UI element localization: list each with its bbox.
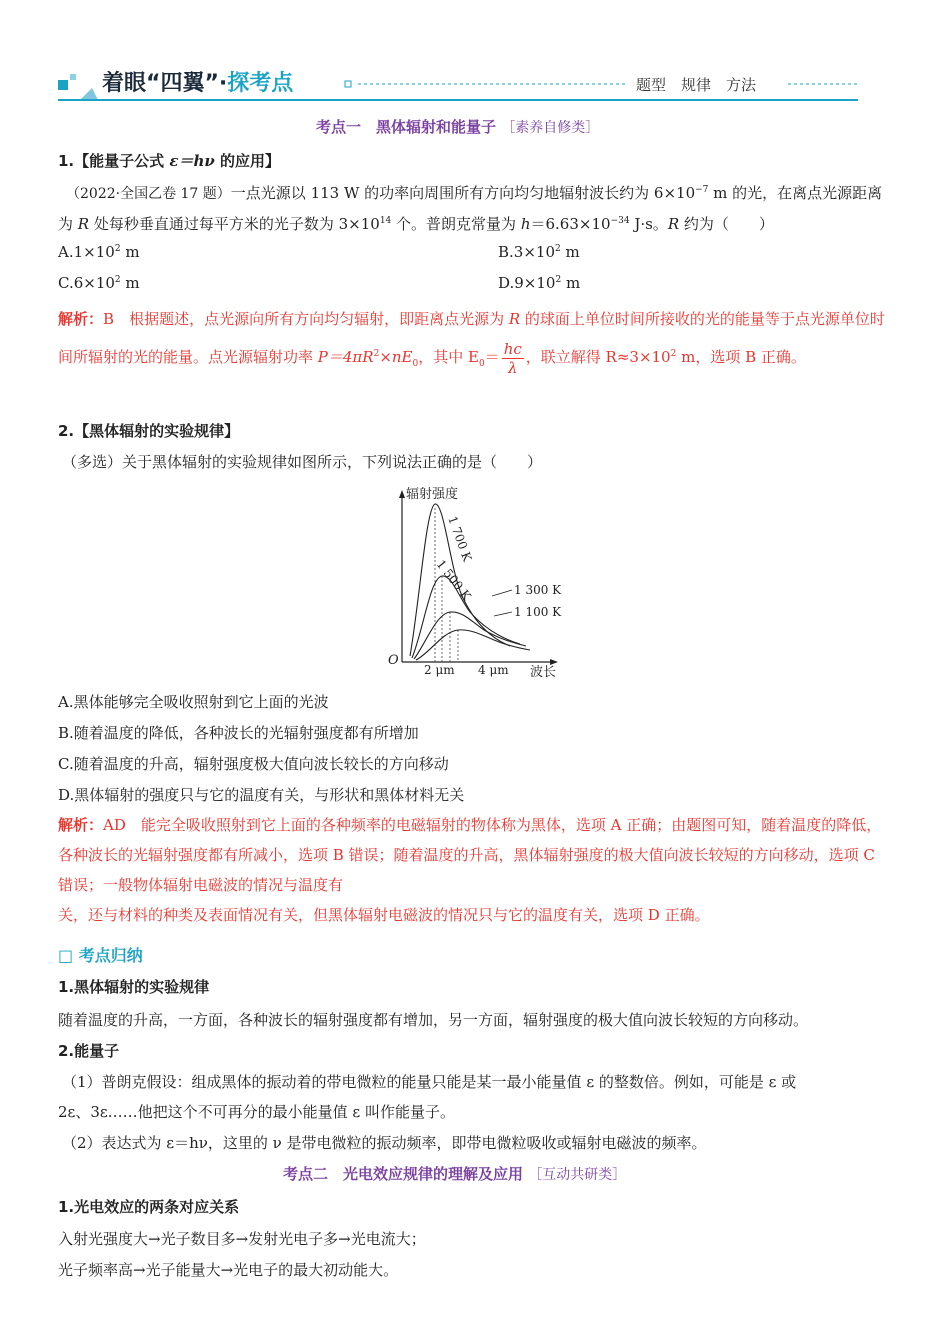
q1-heading-prefix: 1.【能量子公式 bbox=[58, 152, 170, 170]
summary-s1-title: 1.黑体辐射的实验规律 bbox=[58, 978, 210, 996]
q1-stem-r1: R bbox=[77, 215, 90, 233]
fraction-numerator: hc bbox=[503, 339, 522, 358]
section2-tag: ［互动共研类］ bbox=[528, 1167, 627, 1183]
q1-stem-e-sup: −34 bbox=[610, 216, 630, 226]
section2-title bbox=[283, 1163, 626, 1184]
summary-title: □ 考点归纳 bbox=[58, 946, 143, 965]
section1-title-text: 考点一 黑体辐射和能量子 bbox=[316, 118, 497, 136]
q1-option-b bbox=[498, 243, 580, 261]
q1-analysis-r: R bbox=[508, 310, 521, 328]
q1-heading-suffix: 的应用】 bbox=[214, 152, 281, 170]
origin-label: O bbox=[388, 653, 399, 668]
q1-analysis-label: 解析： bbox=[58, 310, 104, 328]
q1-option-a-sup: 2 bbox=[114, 244, 121, 254]
q1-stem-g: 约为（ ） bbox=[679, 215, 774, 233]
q1-stem-c: 处每秒垂直通过每平方米的光子数为 3×10 bbox=[89, 215, 380, 233]
q2-option-b: B.随着温度的降低，各种波长的光辐射强度都有所增加 bbox=[58, 724, 419, 742]
q1-analysis-answer: B bbox=[103, 310, 115, 328]
q1-option-d-unit: m bbox=[561, 274, 581, 292]
q1-stem-h: h bbox=[520, 215, 531, 233]
q2-option-d: D.黑体辐射的强度只与它的温度有关，与形状和黑体材料无关 bbox=[58, 786, 465, 804]
tick-4um: 4 μm bbox=[478, 663, 509, 677]
summary-s2-title: 2.能量子 bbox=[58, 1042, 120, 1060]
q1-analysis-3b: ＝ bbox=[484, 348, 500, 366]
curve-1300k bbox=[414, 612, 526, 659]
q1-analysis-3-sub: 0 bbox=[478, 359, 485, 369]
radiation-curves bbox=[410, 504, 530, 660]
summary-s2-p2: （2）表达式为 ε＝hν，这里的 ν 是带电微粒的振动频率，即带电微粒吸收或辐射电磁波的频率。 bbox=[62, 1134, 707, 1152]
q1-stem-a: 一点光源以 113 W 的功率向周围所有方向均匀地辐射波长约为 6×10 bbox=[230, 184, 696, 202]
q1-option-b-sup: 2 bbox=[555, 244, 561, 254]
q1-option-d bbox=[498, 274, 580, 292]
q2-analysis-label: 解析： bbox=[58, 816, 104, 834]
q1-analysis-5: m，选项 B 正确。 bbox=[676, 348, 806, 366]
x-axis-label: 波长 bbox=[530, 665, 557, 680]
section2-title-text: 考点二 光电效应规律的理解及应用 bbox=[283, 1165, 524, 1183]
header-title-main: 着眼“四翼”· bbox=[102, 71, 228, 96]
q1-analysis bbox=[58, 300, 892, 377]
part2-line2: 光子频率高→光子能量大→光电子的最大初动能大。 bbox=[58, 1261, 399, 1279]
curve-label-leaders bbox=[492, 590, 512, 616]
q1-stem-a-sup: −7 bbox=[695, 185, 709, 195]
q2-analysis-2: 关，还与材料的种类及表面情况有关，但黑体辐射电磁波的情况只与它的温度有关，选项 D 正确。 bbox=[58, 906, 710, 924]
q1-analysis-p2: ×nE bbox=[379, 348, 413, 366]
header-title bbox=[102, 66, 293, 97]
q1-option-b-unit: m bbox=[560, 243, 580, 261]
header-tags: 题型 规律 方法 bbox=[636, 76, 757, 94]
q1-heading-formula: ε＝hν bbox=[169, 152, 215, 170]
curve-1100k bbox=[416, 630, 530, 660]
q1-analysis-p-sup: 2 bbox=[373, 349, 380, 359]
q2-option-c: C.随着温度的升高，辐射强度极大值向波长较长的方向移动 bbox=[58, 755, 449, 773]
q2-stem: （多选）关于黑体辐射的实验规律如图所示，下列说法正确的是（ ） bbox=[62, 453, 543, 471]
summary-s1-text: 随着温度的升高，一方面，各种波长的辐射强度都有增加，另一方面，辐射强度的极大值向波长较短的方向移动。 bbox=[58, 1011, 809, 1029]
fraction-hc-over-lambda bbox=[502, 340, 524, 377]
fraction-denominator: λ bbox=[507, 358, 518, 377]
q1-analysis-2: 的球面上单位时间所接收的光的能量等于点光源单位时间所辐射的光的能量。点光源辐射功率 bbox=[58, 310, 885, 366]
summary-s2-p1b: 2ε、3ε……他把这个不可再分的最小能量值 ε 叫作能量子。 bbox=[58, 1103, 455, 1121]
q2-heading: 2.【黑体辐射的实验规律】 bbox=[58, 422, 240, 440]
section1-title bbox=[316, 116, 599, 137]
curve-label-1700k: 1 700 K bbox=[445, 514, 475, 564]
q1-stem-c-sup: 14 bbox=[379, 216, 392, 226]
q1-option-c-unit: m bbox=[120, 274, 140, 292]
q1-option-d-text: D.9×10 bbox=[498, 274, 556, 292]
part2-title: 1.光电效应的两条对应关系 bbox=[58, 1198, 240, 1216]
q1-option-a-unit: m bbox=[120, 243, 140, 261]
q1-option-c-text: C.6×10 bbox=[58, 274, 115, 292]
section1-tag: ［素养自修类］ bbox=[501, 120, 600, 136]
q1-analysis-p-sub: 0 bbox=[412, 359, 419, 369]
curve-label-1100k: 1 100 K bbox=[514, 605, 562, 619]
q1-option-d-sup: 2 bbox=[555, 275, 562, 285]
q2-analysis-answer: AD bbox=[103, 816, 126, 834]
q1-stem-f: J·s。 bbox=[629, 215, 668, 233]
q2-option-a: A.黑体能够完全吸收照射到它上面的光波 bbox=[58, 693, 329, 711]
blackbody-radiation-figure bbox=[380, 478, 580, 684]
q1-stem-e: ＝6.63×10 bbox=[530, 215, 611, 233]
q1-stem bbox=[58, 178, 892, 239]
tick-2um: 2 μm bbox=[424, 663, 455, 677]
q1-source: （2022·全国乙卷 17 题） bbox=[66, 186, 231, 202]
figure-axes bbox=[399, 490, 558, 665]
q1-option-c-sup: 2 bbox=[114, 275, 121, 285]
q1-option-a-text: A.1×10 bbox=[58, 243, 115, 261]
header-title-accent: 探考点 bbox=[227, 71, 294, 96]
q1-option-a bbox=[58, 243, 140, 261]
q1-analysis-3: ，其中 E bbox=[418, 348, 479, 366]
q1-stem-r2: R bbox=[667, 215, 680, 233]
curve-label-1500k: 1 500 K bbox=[433, 557, 474, 603]
q1-analysis-1: 根据题述，点光源向所有方向均匀辐射，即距离点光源为 bbox=[129, 310, 509, 328]
q2-analysis bbox=[58, 810, 892, 930]
q1-analysis-p: P＝4πR bbox=[317, 348, 374, 366]
q1-option-c bbox=[58, 274, 140, 292]
curve-label-1300k: 1 300 K bbox=[514, 583, 562, 597]
q1-stem-b: m 的光，在离点光源距离为 bbox=[58, 184, 883, 233]
part2-line1: 入射光强度大→光子数目多→发射光电子多→光电流大； bbox=[58, 1230, 426, 1248]
y-axis-label: 辐射强度 bbox=[406, 487, 459, 502]
q1-analysis-4-sup: 2 bbox=[670, 349, 677, 359]
q1-stem-d: 个。普朗克常量为 bbox=[391, 215, 521, 233]
q1-analysis-4: ，联立解得 R≈3×10 bbox=[525, 348, 671, 366]
summary-s2-p1a: （1）普朗克假设：组成黑体的振动着的带电微粒的能量只能是某一最小能量值 ε 的整数倍。例如，可能是 ε 或 bbox=[62, 1073, 797, 1091]
q1-option-b-text: B.3×10 bbox=[498, 243, 555, 261]
q2-analysis-1: 能完全吸收照射到它上面的各种频率的电磁辐射的物体称为黑体，选项 A 正确；由题图可知，随着温度的降低，各种波长的光辐射强度都有所减小，选项 B 错误；随着温度的升高，黑体辐射强度的极大值向波长较短的方向移动，选项 C 错误；一般物体辐射电磁波的情况与温度有 bbox=[58, 816, 882, 894]
q1-heading bbox=[58, 150, 280, 171]
